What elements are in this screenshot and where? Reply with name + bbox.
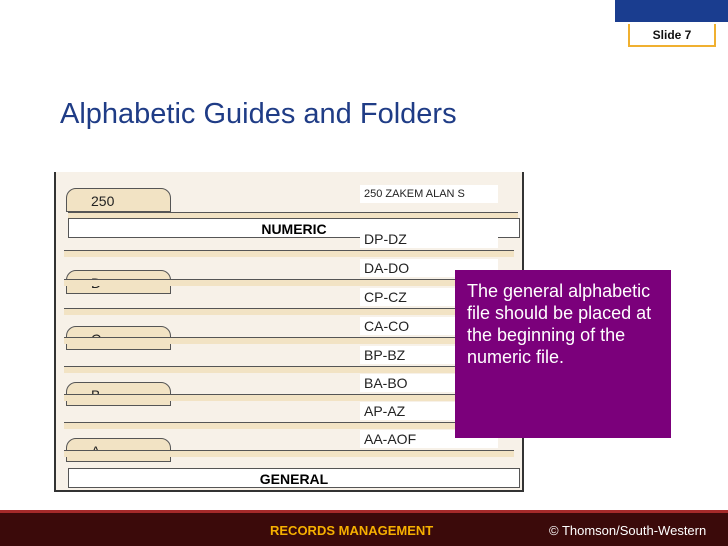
footer-course-title: RECORDS MANAGEMENT <box>270 523 434 538</box>
footer-copyright: © Thomson/South-Western <box>549 523 707 538</box>
folder-label-zakem: 250 ZAKEM ALAN S <box>360 185 498 203</box>
folder-strip <box>64 250 514 257</box>
folder-label-ca-co: CA-CO <box>360 317 498 335</box>
footer-bar <box>0 510 728 546</box>
folder-label-ap-az: AP-AZ <box>360 402 498 420</box>
guide-tab-250: 250 <box>66 188 171 212</box>
folder-label-bp-bz: BP-BZ <box>360 346 498 364</box>
folder-label-aa-aof: AA-AOF <box>360 430 498 448</box>
callout-text: The general alphabetic file should be placed at the beginning of the numeric file. <box>467 281 652 367</box>
folder-label-dp-dz: DP-DZ <box>360 230 498 248</box>
file-drawer-illustration <box>54 172 524 492</box>
top-accent-bar <box>615 0 728 22</box>
slide-number-tab <box>628 24 716 47</box>
folder-label-ba-bo: BA-BO <box>360 374 498 392</box>
folder-label-cp-cz: CP-CZ <box>360 288 498 306</box>
folder-strip <box>64 366 514 373</box>
numeric-guide-label: NUMERIC <box>68 218 520 238</box>
folder-strip <box>64 337 514 344</box>
slide-number-label: Slide 7 <box>652 27 692 42</box>
folder-strip <box>64 279 514 286</box>
folder-strip <box>64 308 514 315</box>
general-guide-label: GENERAL <box>68 468 520 488</box>
folder-label-da-do: DA-DO <box>360 259 498 277</box>
folder-strip <box>64 394 514 401</box>
folder-strip <box>64 422 514 429</box>
folder-strip <box>64 450 514 457</box>
callout-box <box>455 270 671 438</box>
slide-title: Alphabetic Guides and Folders <box>60 98 457 130</box>
